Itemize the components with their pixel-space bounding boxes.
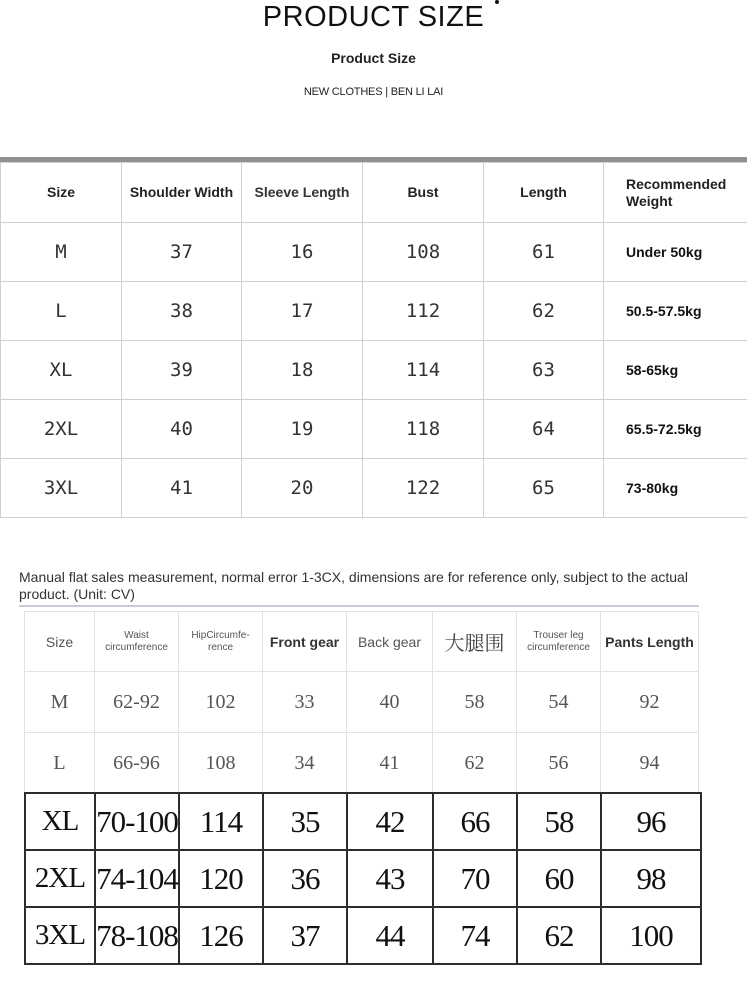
title-dot	[495, 0, 499, 4]
table-row	[25, 672, 699, 733]
measurement-note: Manual flat sales measurement, normal error 1-3CX, dimensions are for reference only, subject to the actual product. (Unit: CV)	[19, 569, 688, 602]
table-cell: 74	[433, 907, 517, 964]
table-cell: 92	[601, 672, 699, 733]
table-row	[25, 793, 701, 850]
table-cell: 62	[517, 907, 601, 964]
table-cell: 114	[179, 793, 263, 850]
table-cell: 126	[179, 907, 263, 964]
table-cell: 112	[363, 282, 484, 341]
table-cell: 98	[601, 850, 701, 907]
table-cell: 65.5-72.5kg	[604, 400, 747, 459]
table-cell: 70-100	[95, 793, 179, 850]
table-cell: 58	[517, 793, 601, 850]
table-cell: 102	[179, 672, 263, 733]
table-cell: 64	[484, 400, 604, 459]
column-header: Waist circumference	[95, 612, 179, 672]
table-cell: 100	[601, 907, 701, 964]
table-row	[25, 907, 701, 964]
table-cell: 96	[601, 793, 701, 850]
table-cell: 108	[179, 733, 263, 794]
page-subtitle: Product Size	[331, 50, 416, 66]
table-cell: 41	[347, 733, 433, 794]
table-cell: 63	[484, 341, 604, 400]
table-cell: 2XL	[25, 850, 95, 907]
table-cell: 62-92	[95, 672, 179, 733]
table-cell: 17	[242, 282, 363, 341]
table-row	[1, 341, 747, 400]
table-cell: 62	[484, 282, 604, 341]
brand-line: NEW CLOTHES | BEN LI LAI	[303, 86, 444, 98]
table-cell: 78-108	[95, 907, 179, 964]
table-cell: 56	[517, 733, 601, 794]
table-cell: 44	[347, 907, 433, 964]
note-divider	[19, 605, 699, 607]
table-cell: 3XL	[1, 459, 122, 518]
column-header: Trouser leg circumference	[517, 612, 601, 672]
table-cell: 43	[347, 850, 433, 907]
table-cell: 70	[433, 850, 517, 907]
table-cell: 35	[263, 793, 347, 850]
pants-size-table-top	[24, 611, 699, 794]
table-cell: 16	[242, 223, 363, 282]
table-row	[1, 223, 747, 282]
table-cell: 58	[433, 672, 517, 733]
table-cell: 66-96	[95, 733, 179, 794]
table-cell: 38	[122, 282, 242, 341]
table-cell: 50.5-57.5kg	[604, 282, 747, 341]
table-cell: M	[1, 223, 122, 282]
table-cell: 36	[263, 850, 347, 907]
column-header: Length	[484, 163, 604, 223]
page-title: PRODUCT SIZE	[262, 1, 485, 33]
table-cell: L	[25, 733, 95, 794]
table-cell: L	[1, 282, 122, 341]
table-cell: 41	[122, 459, 242, 518]
table-cell: 66	[433, 793, 517, 850]
column-header: HipCircumfe-rence	[179, 612, 263, 672]
column-header: Recommended Weight	[604, 163, 747, 223]
table-cell: 3XL	[25, 907, 95, 964]
column-header: Shoulder Width	[122, 163, 242, 223]
table-row	[1, 400, 747, 459]
table-header-row	[25, 612, 699, 672]
column-header: Pants Length	[601, 612, 699, 672]
table-cell: XL	[25, 793, 95, 850]
column-header: 大腿围	[433, 612, 517, 672]
table-row	[1, 459, 747, 518]
table-cell: 120	[179, 850, 263, 907]
table-cell: 2XL	[1, 400, 122, 459]
table-cell: 58-65kg	[604, 341, 747, 400]
table-row	[25, 733, 699, 794]
table-cell: 42	[347, 793, 433, 850]
pants-size-table-bottom	[24, 792, 702, 965]
table-cell: Under 50kg	[604, 223, 747, 282]
table-header-row	[1, 163, 747, 223]
table-cell: 108	[363, 223, 484, 282]
table-cell: 18	[242, 341, 363, 400]
table-cell: 61	[484, 223, 604, 282]
table-cell: 19	[242, 400, 363, 459]
table-cell: 34	[263, 733, 347, 794]
table-cell: 37	[122, 223, 242, 282]
table-cell: 33	[263, 672, 347, 733]
table-cell: 40	[347, 672, 433, 733]
table-cell: M	[25, 672, 95, 733]
table-cell: 40	[122, 400, 242, 459]
table-row	[25, 850, 701, 907]
table-cell: 118	[363, 400, 484, 459]
column-header: Bust	[363, 163, 484, 223]
table-cell: 122	[363, 459, 484, 518]
table-cell: 37	[263, 907, 347, 964]
column-header: Front gear	[263, 612, 347, 672]
column-header: Size	[1, 163, 122, 223]
table-cell: 60	[517, 850, 601, 907]
table-cell: 73-80kg	[604, 459, 747, 518]
table-cell: 74-104	[95, 850, 179, 907]
table-cell: 20	[242, 459, 363, 518]
table-row	[1, 282, 747, 341]
table-cell: XL	[1, 341, 122, 400]
top-size-table	[0, 162, 747, 518]
table-cell: 39	[122, 341, 242, 400]
table-cell: 94	[601, 733, 699, 794]
column-header: Size	[25, 612, 95, 672]
column-header: Sleeve Length	[242, 163, 363, 223]
table-cell: 65	[484, 459, 604, 518]
table-cell: 62	[433, 733, 517, 794]
column-header: Back gear	[347, 612, 433, 672]
table-cell: 114	[363, 341, 484, 400]
table-cell: 54	[517, 672, 601, 733]
